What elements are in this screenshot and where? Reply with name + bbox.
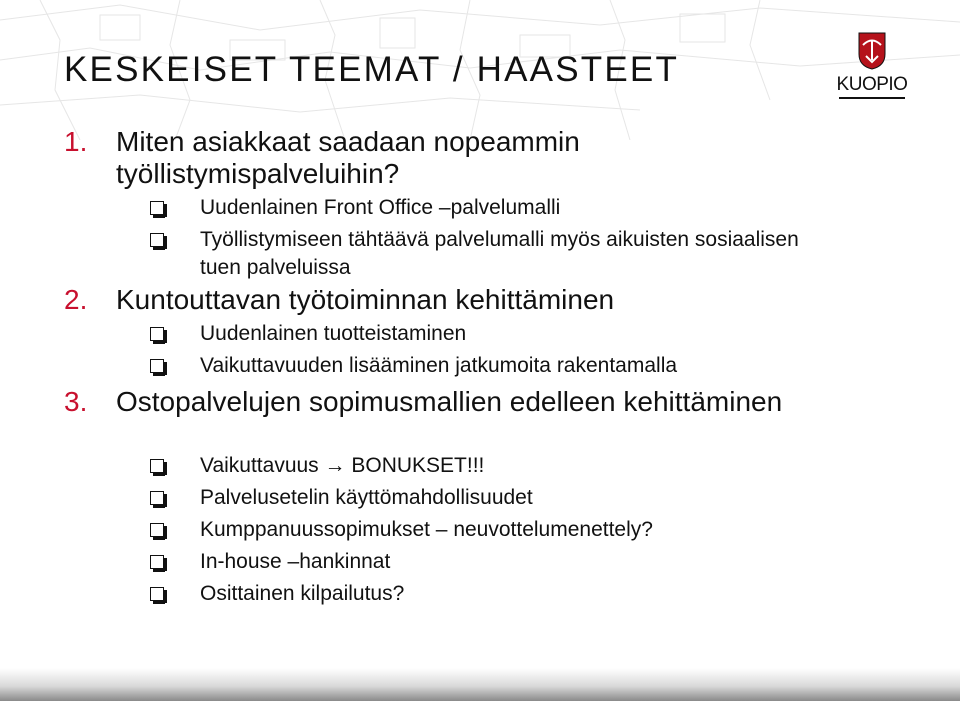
checkbox-bullet-icon xyxy=(150,233,164,247)
list-item xyxy=(150,516,840,544)
checkbox-bullet-icon xyxy=(150,491,164,505)
list-item xyxy=(150,320,840,348)
section-number: 3. xyxy=(64,386,88,417)
list-item-text: Osittainen kilpailutus? xyxy=(200,582,405,605)
slide-title: KESKEISET TEEMAT / HAASTEET xyxy=(64,50,680,89)
list-item xyxy=(150,194,840,222)
section-1 xyxy=(64,126,824,190)
list-item-text: Palvelusetelin käyttömahdollisuudet xyxy=(200,486,533,509)
checkbox-bullet-icon xyxy=(150,359,164,373)
list-item xyxy=(150,580,840,608)
list-item-text: Uudenlainen tuotteistaminen xyxy=(200,322,467,345)
section-number: 2. xyxy=(64,284,88,315)
checkbox-bullet-icon xyxy=(150,555,164,569)
section-heading: Kuntouttavan työtoiminnan kehittäminen xyxy=(116,284,615,315)
list-item-text: Vaikuttavuuden lisääminen jatkumoita rakentamalla xyxy=(200,354,678,377)
checkbox-bullet-icon xyxy=(150,587,164,601)
section-number: 1. xyxy=(64,126,88,157)
list-item-text: Kumppanuussopimukset – neuvottelumenettely? xyxy=(200,518,653,541)
list-item xyxy=(150,548,840,576)
section-3 xyxy=(64,386,824,418)
list-item-text: Vaikuttavuus → BONUKSET!!! xyxy=(200,454,485,477)
list-item xyxy=(150,452,840,480)
list-item xyxy=(150,484,840,512)
list-item xyxy=(150,226,840,282)
list-item-text: Työllistymiseen tähtäävä palvelumalli myös aikuisten sosiaalisen tuen palveluissa xyxy=(200,228,799,279)
list-item-text: In-house –hankinnat xyxy=(200,550,391,573)
checkbox-bullet-icon xyxy=(150,523,164,537)
checkbox-bullet-icon xyxy=(150,459,164,473)
checkbox-bullet-icon xyxy=(150,327,164,341)
section-heading: Ostopalvelujen sopimusmallien edelleen kehittäminen xyxy=(116,386,783,417)
section-2 xyxy=(64,284,824,316)
section-heading: Miten asiakkaat saadaan nopeammin työllistymispalveluihin? xyxy=(116,126,580,189)
list-item xyxy=(150,352,840,380)
logo-wordmark: KUOPIO xyxy=(836,74,908,95)
list-item-text: Uudenlainen Front Office –palvelumalli xyxy=(200,196,561,219)
checkbox-bullet-icon xyxy=(150,201,164,215)
